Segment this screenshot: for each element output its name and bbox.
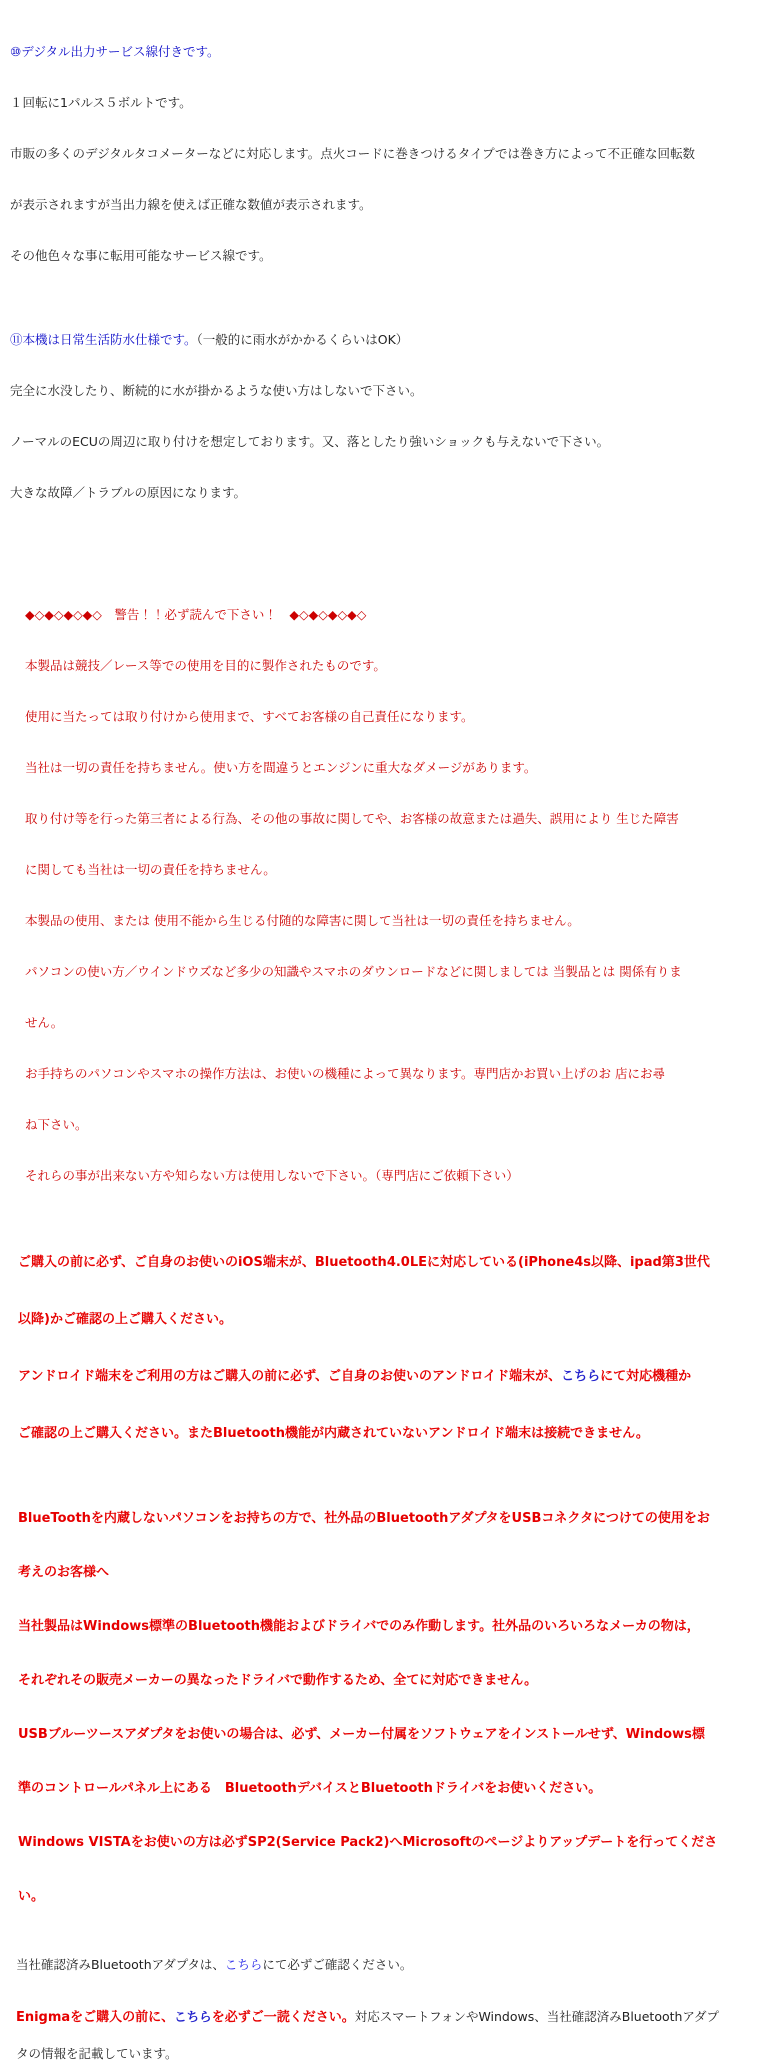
enigma-notice-text: Enigmaをご購入の前に、 xyxy=(15,2010,175,2025)
bt-adapter-line: USBブルーツースアダプタをお使いの場合は、必ず、メーカー付属をソフトウェアをインストールせず、Windows標 xyxy=(18,1727,705,1742)
android-notice-line: ご確認の上ご購入ください。またBluetooth機能が内蔵されていないアンドロイド端末は接続できません。 xyxy=(18,1426,649,1441)
waterproof-line: ノーマルのECUの周辺に取り付けを想定しております。又、落としたり強いショックも与えないで下さい。 xyxy=(10,434,610,449)
warning-line: 当社は一切の責任を持ちません。使い方を間違うとエンジンに重大なダメージがあります。 xyxy=(25,760,537,775)
ios-notice-line: ご購入の前に必ず、ご自身のお使いのiOS端末が、Bluetooth4.0LEに対応している(iPhone4s以降、ipad第3世代 xyxy=(18,1255,710,1270)
enigma-notice-text: を必ずご一読ください。 xyxy=(211,2010,355,2025)
warning-line: お手持ちのパソコンやスマホの操作方法は、お使いの機種によって異なります。専門店かお買い上げのお 店にお尋 xyxy=(25,1066,665,1081)
warning-title: ◆◇◆◇◆◇◆◇ 警告！！必ず読んで下さい！ ◆◇◆◇◆◇◆◇ xyxy=(25,607,367,622)
waterproof-line: 完全に水没したり、断続的に水が掛かるような使い方はしないで下さい。 xyxy=(10,383,423,398)
enigma-notice-detail: 対応スマートフォンやWindows、当社確認済みBluetoothアダプ xyxy=(354,2009,720,2024)
bt-adapter-line: 準のコントロールパネル上にある BluetoothデバイスとBluetoothドライバをお使いください。 xyxy=(18,1781,602,1796)
section-ios-android-notice xyxy=(0,1215,776,1462)
section-waterproof xyxy=(0,297,776,518)
enigma-notice-detail: タの情報を記載しています。 xyxy=(15,2046,178,2061)
section-warning xyxy=(0,572,776,1201)
warning-line: それらの事が出来ない方や知らない方は使用しないで下さい。（専門店にご依頼下さい） xyxy=(25,1168,519,1183)
digital-output-line: その他色々な事に転用可能なサービス線です。 xyxy=(10,248,272,263)
warning-line: せん。 xyxy=(25,1015,64,1030)
waterproof-heading: ⑪本機は日常生活防水仕様です。 xyxy=(10,332,197,347)
waterproof-line: 大きな故障／トラブルの原因になります。 xyxy=(10,485,247,500)
bt-adapter-line: 考えのお客様へ xyxy=(18,1565,110,1580)
waterproof-heading-line xyxy=(10,331,776,348)
adapter-confirm-text: にて必ずご確認ください。 xyxy=(262,1957,413,1972)
warning-line: 本製品の使用、または 使用不能から生じる付随的な障害に関して当社は一切の責任を持ちません。 xyxy=(25,913,580,928)
section-enigma-notice xyxy=(0,1990,776,2063)
android-notice-line xyxy=(18,1367,776,1386)
warning-line: パソコンの使い方／ウインドウズなど多少の知識やスマホのダウンロードなどに関しましては 当製品とは 関係有りま xyxy=(25,964,682,979)
bt-adapter-line: それぞれその販売メーカーの異なったドライバで動作するため、全てに対応できません。 xyxy=(18,1673,538,1688)
waterproof-heading-note: （一般的に雨水がかかるくらいはOK） xyxy=(196,332,409,347)
android-compat-link[interactable]: こちら xyxy=(561,1369,601,1384)
digital-output-heading: ⑩デジタル出力サービス線付きです。 xyxy=(10,44,220,59)
section-bt-adapter-notice xyxy=(0,1474,776,1924)
adapter-confirm-text: 当社確認済みBluetoothアダプタは、 xyxy=(15,1957,225,1972)
digital-output-line: が表示されますが当出力線を使えば正確な数値が表示されます。 xyxy=(10,197,372,212)
warning-line: に関しても当社は一切の責任を持ちません。 xyxy=(25,862,276,877)
digital-output-line: 市販の多くのデジタルタコメーターなどに対応します。点火コードに巻きつけるタイプでは巻き方によって不正確な回転数 xyxy=(10,146,696,161)
warning-line: 使用に当たっては取り付けから使用まで、すべてお客様の自己責任になります。 xyxy=(25,709,474,724)
warning-line: 本製品は競技／レース等での使用を目的に製作されたものです。 xyxy=(25,658,386,673)
warning-line: 取り付け等を行った第三者による行為、その他の事故に関してや、お客様の故意または過失、誤用により 生じた障害 xyxy=(25,811,679,826)
enigma-readme-link[interactable]: こちら xyxy=(174,2009,212,2024)
bt-adapter-line: BlueToothを内蔵しないパソコンをお持ちの方で、社外品のBluetoothアダプタをUSBコネクタにつけての使用をお xyxy=(18,1511,710,1526)
android-notice-text: アンドロイド端末をご利用の方はご購入の前に必ず、ご自身のお使いのアンドロイド端末が、 xyxy=(18,1369,562,1384)
adapter-list-link[interactable]: こちら xyxy=(224,1957,263,1972)
section-adapter-confirm xyxy=(0,1939,776,1973)
bt-adapter-line: Windows VISTAをお使いの方は必ずSP2(Service Pack2)へMicrosoftのページよりアップデートを行ってくださ xyxy=(18,1835,718,1850)
digital-output-line: １回転に1パルス５ボルトです。 xyxy=(10,95,192,110)
section-digital-output xyxy=(0,0,776,281)
warning-line: ね下さい。 xyxy=(25,1117,88,1132)
ios-notice-line: 以降)かご確認の上ご購入ください。 xyxy=(18,1312,232,1327)
bt-adapter-line: 当社製品はWindows標準のBluetooth機能およびドライバでのみ作動します。社外品のいろいろなメーカの物は， xyxy=(18,1619,700,1634)
bt-adapter-line: い。 xyxy=(18,1889,45,1904)
android-notice-text: にて対応機種か xyxy=(600,1369,692,1384)
